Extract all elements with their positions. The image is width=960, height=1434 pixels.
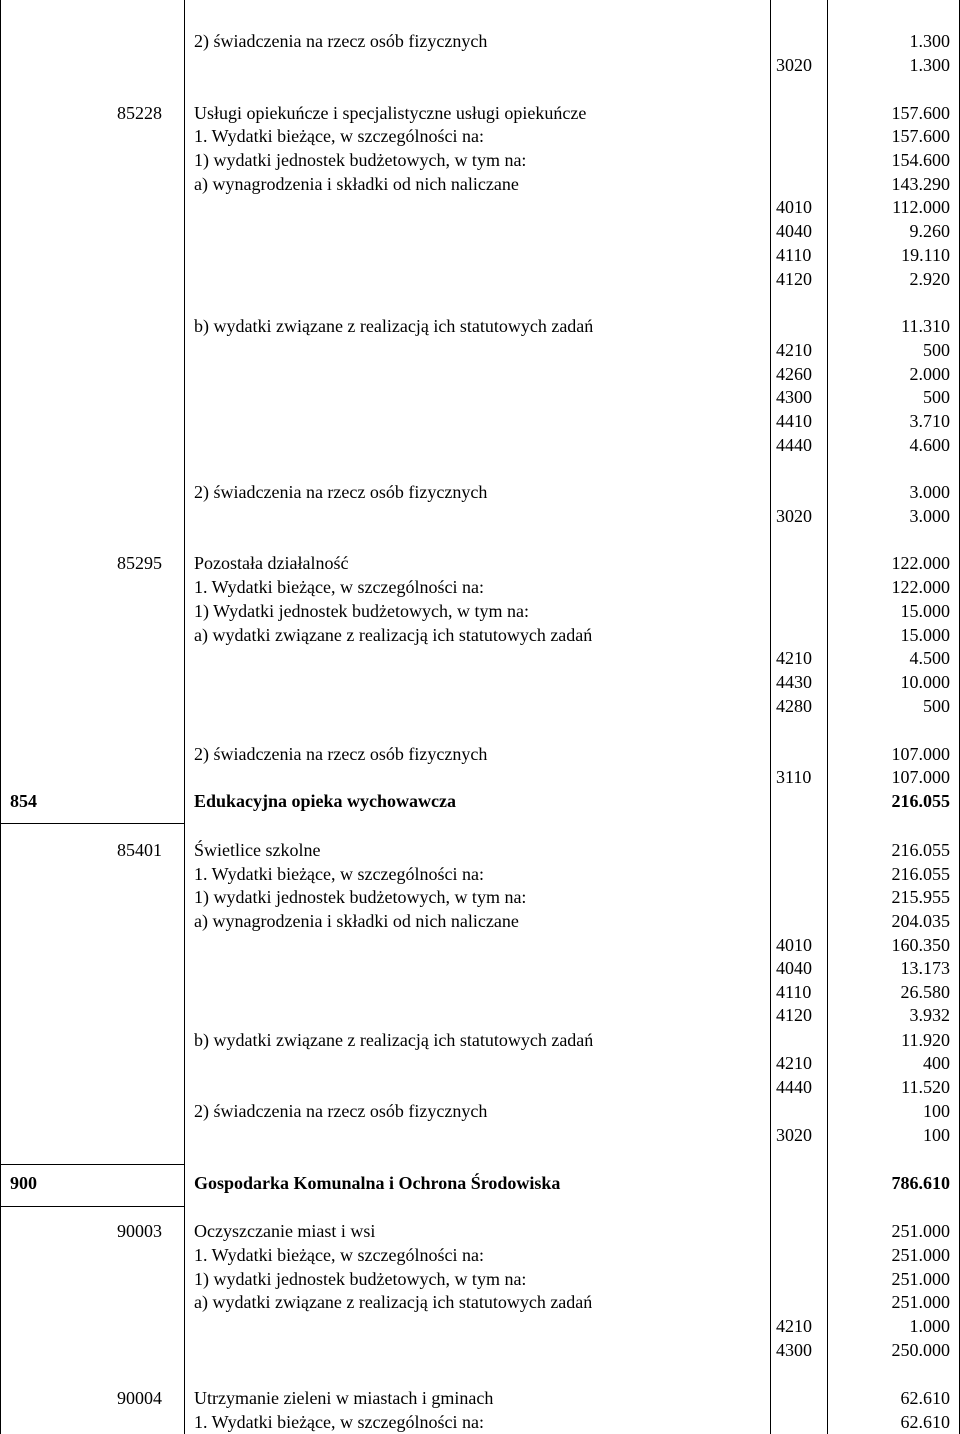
description: 1) Wydatki jednostek budżetowych, w tym na: [194,601,530,621]
table-row [0,742,960,766]
amount: 107.000 [891,744,950,764]
section-code: 854 [10,791,37,811]
amount: 1.000 [909,1316,950,1336]
amount: 251.000 [891,1245,950,1265]
paragraph-code: 4110 [776,245,812,265]
amount: 3.000 [909,506,950,526]
table-row [0,670,960,694]
table-row [0,862,960,886]
amount: 204.035 [891,911,950,931]
table-row [0,385,960,409]
table-row [0,1219,960,1243]
amount: 2.000 [909,364,950,384]
chapter-code: 85401 [117,840,162,860]
table-row [0,267,960,291]
description: Pozostała działalność [194,553,349,573]
description: Utrzymanie zieleni w miastach i gminach [194,1388,494,1408]
amount: 1.300 [909,55,950,75]
description: Świetlice szkolne [194,840,321,860]
paragraph-code: 4120 [776,269,812,289]
description: b) wydatki związane z realizacją ich statutowych zadań [194,316,594,336]
section-divider-900-top [0,1164,184,1165]
paragraph-code: 4300 [776,1340,812,1360]
description: 1. Wydatki bieżące, w szczególności na: [194,864,484,884]
table-row [0,1314,960,1338]
paragraph-code: 4440 [776,435,812,455]
table-row [0,172,960,196]
description: a) wydatki związane z realizacją ich statutowych zadań [194,625,593,645]
table-row [0,956,960,980]
table-row [0,1075,960,1099]
amount: 122.000 [891,577,950,597]
chapter-code: 90004 [117,1388,162,1408]
amount: 157.600 [891,103,950,123]
description: Edukacyjna opieka wychowawcza [194,791,457,811]
table-row [0,933,960,957]
table-row [0,409,960,433]
paragraph-code: 4280 [776,696,812,716]
amount: 157.600 [891,126,950,146]
amount: 500 [923,340,950,360]
paragraph-code: 4210 [776,1316,812,1336]
description: a) wynagrodzenia i składki od nich naliczane [194,911,519,931]
amount: 1.300 [909,31,950,51]
table-row [0,551,960,575]
amount: 215.955 [891,887,950,907]
table-row [0,646,960,670]
table-row [0,1028,960,1052]
table-row [0,765,960,789]
table-row [0,980,960,1004]
amount: 100 [923,1101,950,1121]
amount: 400 [923,1053,950,1073]
table-row [0,362,960,386]
description: 2) świadczenia na rzecz osób fizycznych [194,482,488,502]
description: 2) świadczenia na rzecz osób fizycznych [194,744,488,764]
paragraph-code: 4300 [776,387,812,407]
amount: 3.932 [909,1005,950,1025]
amount: 500 [923,696,950,716]
table-row [0,1003,960,1027]
table-row [0,243,960,267]
paragraph-code: 4410 [776,411,812,431]
table-row [0,623,960,647]
table-row [0,219,960,243]
description: Gospodarka Komunalna i Ochrona Środowiska [194,1173,561,1193]
paragraph-code: 3020 [776,1125,812,1145]
amount: 15.000 [900,625,950,645]
amount: 10.000 [900,672,950,692]
paragraph-code: 4210 [776,648,812,668]
paragraph-code: 4260 [776,364,812,384]
amount: 216.055 [891,791,950,811]
table-row [0,599,960,623]
table-row [0,195,960,219]
amount: 4.500 [909,648,950,668]
amount: 11.310 [901,316,950,336]
paragraph-code: 4440 [776,1077,812,1097]
description: 1) wydatki jednostek budżetowych, w tym na: [194,1269,527,1289]
chapter-code: 90003 [117,1221,162,1241]
amount: 26.580 [900,982,950,1002]
table-row [0,29,960,53]
amount: 216.055 [891,864,950,884]
amount: 122.000 [891,553,950,573]
amount: 62.610 [900,1388,950,1408]
paragraph-code: 4010 [776,935,812,955]
table-row [0,838,960,862]
table-row [0,1267,960,1291]
description: Usługi opiekuńcze i specjalistyczne usługi opiekuńcze [194,103,587,123]
amount: 107.000 [891,767,950,787]
section-divider-854 [0,823,184,824]
amount: 9.260 [909,221,950,241]
amount: 160.350 [891,935,950,955]
paragraph-code: 4040 [776,958,812,978]
table-row [0,694,960,718]
table-row [0,101,960,125]
description: 1. Wydatki bieżące, w szczególności na: [194,1245,484,1265]
paragraph-code: 4040 [776,221,812,241]
table-row [0,1243,960,1267]
amount: 251.000 [891,1292,950,1312]
table-row [0,124,960,148]
description: 1. Wydatki bieżące, w szczególności na: [194,126,484,146]
amount: 15.000 [900,601,950,621]
table-row [0,1123,960,1147]
table-row [0,909,960,933]
amount: 11.920 [901,1030,950,1050]
paragraph-code: 4430 [776,672,812,692]
section-divider-900-bottom [0,1206,184,1207]
paragraph-code: 3110 [776,767,812,787]
amount: 3.710 [909,411,950,431]
table-row [0,1051,960,1075]
table-row [0,575,960,599]
table-row [0,1290,960,1314]
table-row [0,1338,960,1362]
description: a) wynagrodzenia i składki od nich naliczane [194,174,519,194]
amount: 11.520 [901,1077,950,1097]
amount: 250.000 [891,1340,950,1360]
description: 1. Wydatki bieżące, w szczególności na: [194,1412,484,1432]
amount: 143.290 [891,174,950,194]
table-row [0,53,960,77]
description: 1) wydatki jednostek budżetowych, w tym na: [194,887,527,907]
table-row [0,1171,960,1195]
amount: 19.110 [901,245,950,265]
amount: 112.000 [892,197,950,217]
table-row [0,148,960,172]
table-row [0,433,960,457]
chapter-code: 85228 [117,103,162,123]
amount: 154.600 [891,150,950,170]
amount: 251.000 [891,1269,950,1289]
table-row [0,1410,960,1434]
table-row [0,789,960,813]
amount: 2.920 [909,269,950,289]
chapter-code: 85295 [117,553,162,573]
amount: 4.600 [909,435,950,455]
table-row [0,504,960,528]
amount: 786.610 [891,1173,950,1193]
section-code: 900 [10,1173,37,1193]
description: a) wydatki związane z realizacją ich statutowych zadań [194,1292,593,1312]
amount: 13.173 [900,958,950,978]
table-row [0,480,960,504]
paragraph-code: 4210 [776,1053,812,1073]
table-row [0,885,960,909]
table-row [0,314,960,338]
paragraph-code: 3020 [776,506,812,526]
description: Oczyszczanie miast i wsi [194,1221,376,1241]
amount: 216.055 [891,840,950,860]
description: 2) świadczenia na rzecz osób fizycznych [194,1101,488,1121]
amount: 3.000 [909,482,950,502]
amount: 500 [923,387,950,407]
table-row [0,1386,960,1410]
amount: 251.000 [891,1221,950,1241]
description: 2) świadczenia na rzecz osób fizycznych [194,31,488,51]
paragraph-code: 4120 [776,1005,812,1025]
table-row [0,1099,960,1123]
table-row [0,338,960,362]
paragraph-code: 4010 [776,197,812,217]
paragraph-code: 4210 [776,340,812,360]
description: b) wydatki związane z realizacją ich statutowych zadań [194,1030,594,1050]
amount: 62.610 [900,1412,950,1432]
description: 1. Wydatki bieżące, w szczególności na: [194,577,484,597]
paragraph-code: 4110 [776,982,812,1002]
paragraph-code: 3020 [776,55,812,75]
amount: 100 [923,1125,950,1145]
description: 1) wydatki jednostek budżetowych, w tym na: [194,150,527,170]
